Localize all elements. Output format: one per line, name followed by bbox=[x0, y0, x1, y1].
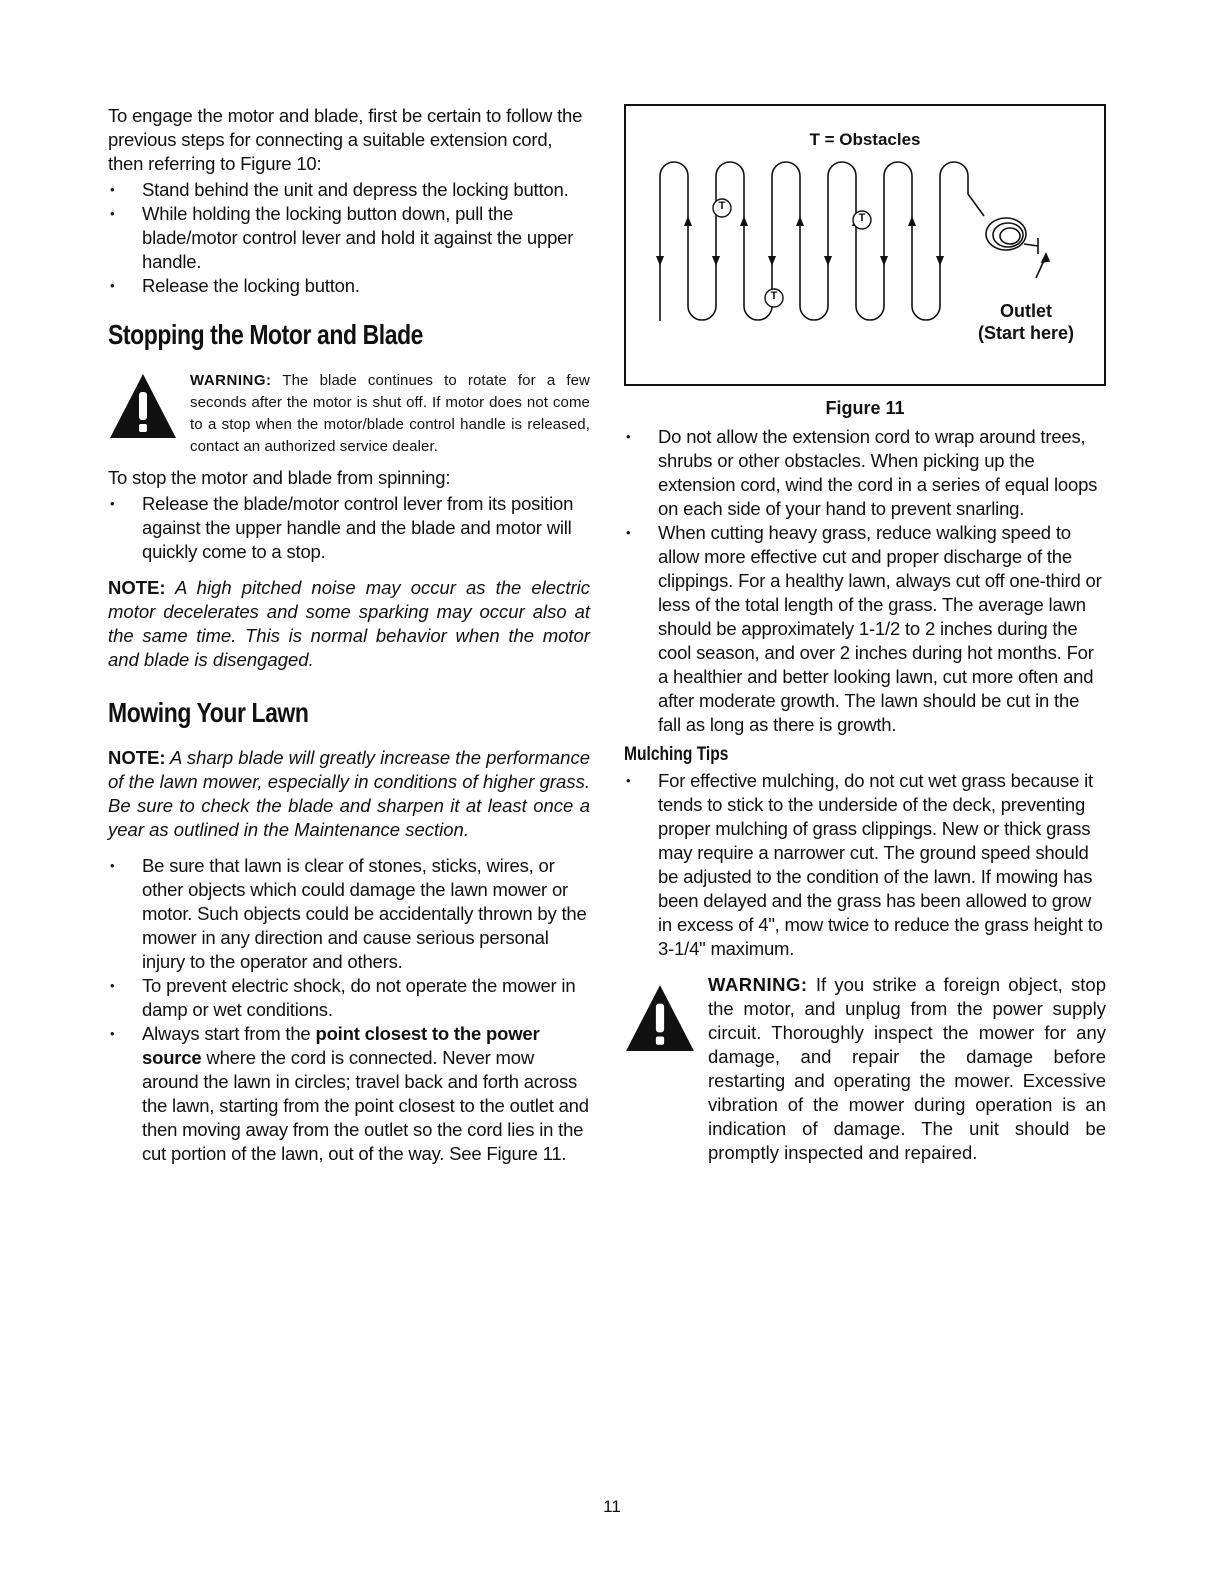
arrow-up bbox=[796, 216, 804, 226]
mow-step3-bold: point closest to the power source bbox=[142, 1023, 540, 1068]
arrow-down bbox=[656, 256, 664, 266]
stop-intro: To stop the motor and blade from spinning: bbox=[108, 467, 451, 488]
warning-stop-text bbox=[190, 370, 590, 458]
start-label: (Start here) bbox=[977, 323, 1074, 343]
warning-icon bbox=[624, 973, 708, 1058]
outlet-label-block bbox=[978, 300, 1074, 344]
obstacle-label: T bbox=[770, 290, 778, 302]
mulch-tips bbox=[624, 769, 1106, 961]
note-label: NOTE: bbox=[108, 577, 166, 598]
figure-11 bbox=[624, 104, 1106, 386]
stop-heading: Stopping the Motor and Blade bbox=[108, 319, 424, 350]
arrow-down bbox=[768, 256, 776, 266]
obstacle-label: T bbox=[718, 200, 726, 212]
mowing-path-line bbox=[660, 162, 984, 321]
list-item: • Stand behind the unit and depress the locking button. bbox=[108, 178, 590, 202]
arrow-down bbox=[936, 256, 944, 266]
page-number: 11 bbox=[603, 1497, 621, 1516]
warning-label: WARNING: bbox=[708, 974, 808, 995]
right-column bbox=[624, 104, 1106, 1165]
list-item: • For effective mulching, do not cut wet grass because it tends to stick to the underside of the deck, preventing proper mulching of grass clippings. New or thick grass may require a narrower cut. The ground speed should be adjusted to the condition of the lawn. If mowing has been delayed and the grass has been allowed to grow in excess of 4", mow twice to reduce the grass height to 3-1/4" maximum. bbox=[624, 769, 1106, 961]
arrow-down bbox=[880, 256, 888, 266]
mow-steps bbox=[108, 854, 590, 1166]
arrow-up bbox=[740, 216, 748, 226]
warning-object-block bbox=[624, 973, 1106, 1165]
note-blade bbox=[108, 746, 590, 842]
mow-step3-post: where the cord is connected. Never mow around the lawn in circles; travel back and forth across the lawn, starting from the point closest to the outlet and then moving away from the outlet so the cord lies in the cut portion of the lawn, out of the way. See Figure 11. bbox=[142, 1047, 589, 1164]
list-item: • To prevent electric shock, do not operate the mower in damp or wet conditions. bbox=[108, 974, 590, 1022]
arrow-up bbox=[908, 216, 916, 226]
list-item: • When cutting heavy grass, reduce walking speed to allow more effective cut and proper discharge of the clippings. For a healthy lawn, always cut off one-third or less of the total length of the grass. The average lawn should be approximately 1-1/2 to 2 inches during the cool season, and over 2 inches during hot months. For a healthier and better looking lawn, cut more often and after moderate growth. The lawn should be cut in the fall as long as there is growth. bbox=[624, 521, 1106, 737]
mow-heading: Mowing Your Lawn bbox=[108, 697, 309, 728]
note-motor bbox=[108, 576, 590, 672]
cord-tips bbox=[624, 425, 1106, 737]
warning-stop-block bbox=[108, 370, 590, 458]
arrow-down bbox=[824, 256, 832, 266]
stop-steps bbox=[108, 492, 590, 564]
warning-body: If you strike a foreign object, stop the motor, and unplug from the power supply circuit. Thoroughly inspect the mower for any damage, and repair the damage before restarting and operating the mower. Excessive vibration of the mower during operation is an indication of damage. The unit should be promptly inspected and repaired. bbox=[708, 974, 1106, 1163]
arrow-down bbox=[712, 256, 720, 266]
cord-coil-icon bbox=[986, 218, 1049, 278]
list-item bbox=[108, 1022, 590, 1166]
note-body: A sharp blade will greatly increase the performance of the lawn mower, especially in conditions of higher grass. Be sure to check the blade and sharpen it at least once a year as outlined in the Maintenance section. bbox=[108, 747, 590, 840]
warning-icon bbox=[108, 370, 190, 445]
list-item: • Release the locking button. bbox=[108, 274, 590, 298]
list-item: • Do not allow the extension cord to wrap around trees, shrubs or other obstacles. When picking up the extension cord, wind the cord in a series of equal loops on each side of your hand to prevent snarling. bbox=[624, 425, 1106, 521]
list-item: • Be sure that lawn is clear of stones, sticks, wires, or other objects which could damage the lawn mower or motor. Such objects could be accidentally thrown by the mower in any direction and cause serious personal injury to the operator and others. bbox=[108, 854, 590, 974]
warning-body: The blade continues to rotate for a few seconds after the motor is shut off. If motor does not come to a stop when the motor/blade control handle is released, contact an authorized service dealer. bbox=[190, 372, 590, 455]
arrow-up bbox=[684, 216, 692, 226]
warning-object-text bbox=[708, 973, 1106, 1165]
list-item: • Release the blade/motor control lever from its position against the upper handle and the blade and motor will quickly come to a stop. bbox=[108, 492, 590, 564]
engage-intro: To engage the motor and blade, first be certain to follow the previous steps for connecting a suitable extension cord, then referring to Figure 10: bbox=[108, 105, 583, 174]
note-label: NOTE: bbox=[108, 747, 166, 768]
mulch-heading: Mulching Tips bbox=[624, 744, 729, 765]
mow-step3-pre: Always start from the bbox=[142, 1023, 316, 1044]
list-item: • While holding the locking button down, pull the blade/motor control lever and hold it against the upper handle. bbox=[108, 202, 590, 274]
note-body: A high pitched noise may occur as the electric motor decelerates and some sparking may occur also at the same time. This is normal behavior when the motor and blade is disengaged. bbox=[108, 577, 590, 670]
outlet-label: Outlet bbox=[999, 301, 1052, 321]
engage-steps bbox=[108, 178, 590, 298]
left-column bbox=[108, 104, 590, 1166]
warning-label: WARNING: bbox=[190, 372, 272, 389]
figure-caption: Figure 11 bbox=[825, 398, 905, 418]
obstacle-label: T bbox=[858, 212, 866, 224]
obstacle-markers bbox=[713, 199, 871, 307]
figure-legend: T = Obstacles bbox=[809, 130, 921, 149]
